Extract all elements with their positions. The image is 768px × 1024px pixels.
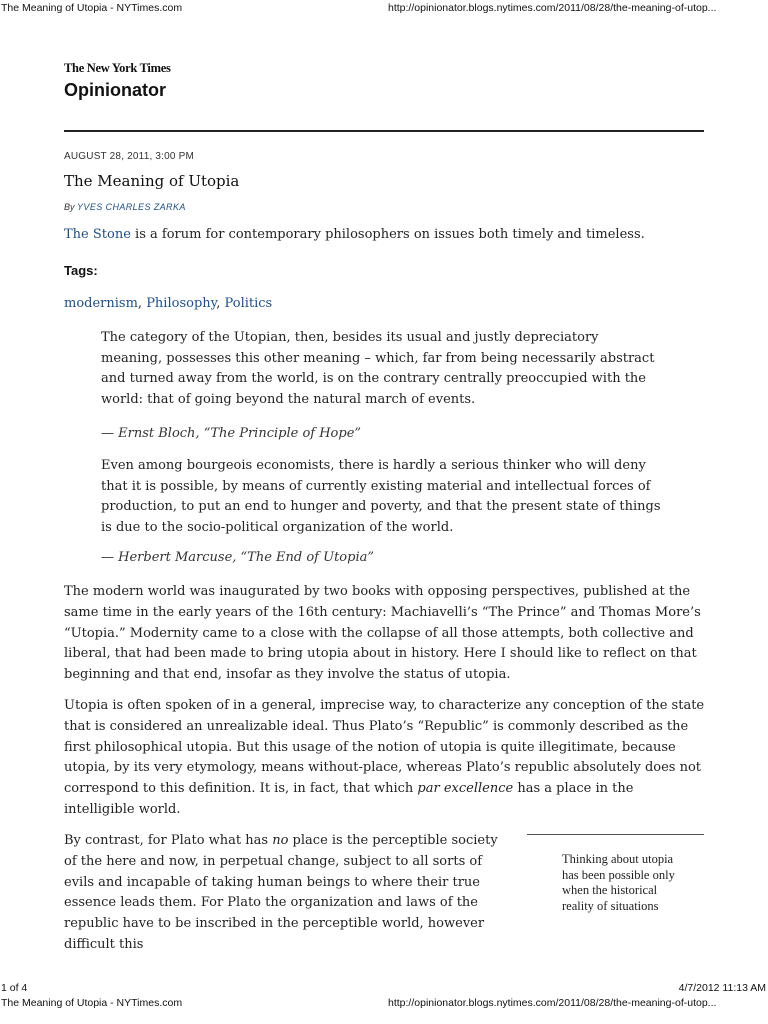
- paragraph-text: Utopia is often spoken of in a general, imprecise way, to characterize any conception of the state that is considered an unrealizable ideal. Thus Plato’s “Republic” is commonly described as the first philosophical utopia. But this usage of the notion of utopia is quite illegitimate, because utopia, by its very etymology, means without-place, whereas Plato’s republic absolutely does not correspond to this definition. It is, in fact, that which: [64, 698, 705, 797]
- pullquote: Thinking about utopia has been possible only when the historical reality of situations: [562, 852, 675, 913]
- paragraph-emphasis: par excellence: [417, 781, 514, 797]
- byline-prefix: By: [64, 202, 75, 212]
- epigraph-attribution: — Ernst Bloch, “The Principle of Hope”: [101, 426, 362, 441]
- author-link[interactable]: YVES CHARLES ZARKA: [77, 202, 186, 212]
- body-paragraph: [64, 696, 706, 821]
- tag-list: modernism, Philosophy, Politics: [64, 296, 273, 311]
- paragraph-text: place is the perceptible society of the here and now, in perpetual change, subject to all sorts of evils and incapable of taking human beings to where their true essence leads them. For Plato the organization and laws of the republic have to be inscribed in the perceptible world, however difficult this: [64, 833, 498, 952]
- print-header-title: The Meaning of Utopia - NYTimes.com: [1, 2, 183, 14]
- masthead-divider: [64, 130, 704, 132]
- epigraph-attribution: — Herbert Marcuse, “The End of Utopia”: [101, 550, 375, 565]
- tag-link[interactable]: Politics: [224, 296, 273, 311]
- nyt-logo[interactable]: The New York Times: [64, 61, 171, 75]
- body-paragraph: The modern world was inaugurated by two books with opposing perspectives, published at the same time in the early years of the 16th century: Machiavelli’s “The Prince” and Thomas More’s “Utopia.” Modernity came to a close with the collapse of all those attempts, both collective and liberal, that had been made to bring utopia about in history. Here I should like to reflect on that beginning and that end, insofar as they involve the status of utopia.: [64, 584, 701, 683]
- pullquote-divider: [527, 834, 704, 835]
- body-paragraph: [64, 831, 514, 956]
- the-stone-link[interactable]: The Stone: [64, 227, 131, 242]
- section-title[interactable]: Opinionator: [64, 80, 166, 100]
- tag-link[interactable]: modernism: [64, 296, 138, 311]
- tag-link[interactable]: Philosophy: [146, 296, 217, 311]
- print-footer-datetime: 4/7/2012 11:13 AM: [678, 982, 766, 994]
- epigraph-quote: Even among bourgeois economists, there is hardly a serious thinker who will deny that it is possible, by means of currently existing material and intellectual forces of production, to put an end to hunger and poverty, and that the present state of things is due to the socio-political organization of the world.: [101, 458, 661, 535]
- article-title: The Meaning of Utopia: [64, 172, 240, 190]
- series-intro: [64, 227, 645, 242]
- dateline: AUGUST 28, 2011, 3:00 PM: [64, 151, 195, 162]
- paragraph-text: By contrast, for Plato what has: [64, 833, 273, 848]
- paragraph-emphasis: no: [272, 833, 289, 848]
- byline: [64, 202, 186, 212]
- paragraph-text: has a place in the intelligible world.: [64, 781, 634, 817]
- print-footer-url[interactable]: http://opinionator.blogs.nytimes.com/2011/08/28/the-meaning-of-utop...: [388, 997, 717, 1009]
- tags-label: Tags:: [64, 263, 98, 278]
- print-footer-page: 1 of 4: [1, 982, 28, 994]
- series-intro-text: is a forum for contemporary philosophers on issues both timely and timeless.: [130, 227, 645, 242]
- print-header-url[interactable]: http://opinionator.blogs.nytimes.com/2011/08/28/the-meaning-of-utop...: [388, 2, 717, 14]
- print-footer-title: The Meaning of Utopia - NYTimes.com: [1, 997, 183, 1009]
- epigraph-quote: The category of the Utopian, then, besides its usual and justly depreciatory meaning, possesses this other meaning – which, far from being necessarily abstract and turned away from the world, is on the contrary centrally preoccupied with the world: that of going beyond the natural march of events.: [101, 330, 655, 407]
